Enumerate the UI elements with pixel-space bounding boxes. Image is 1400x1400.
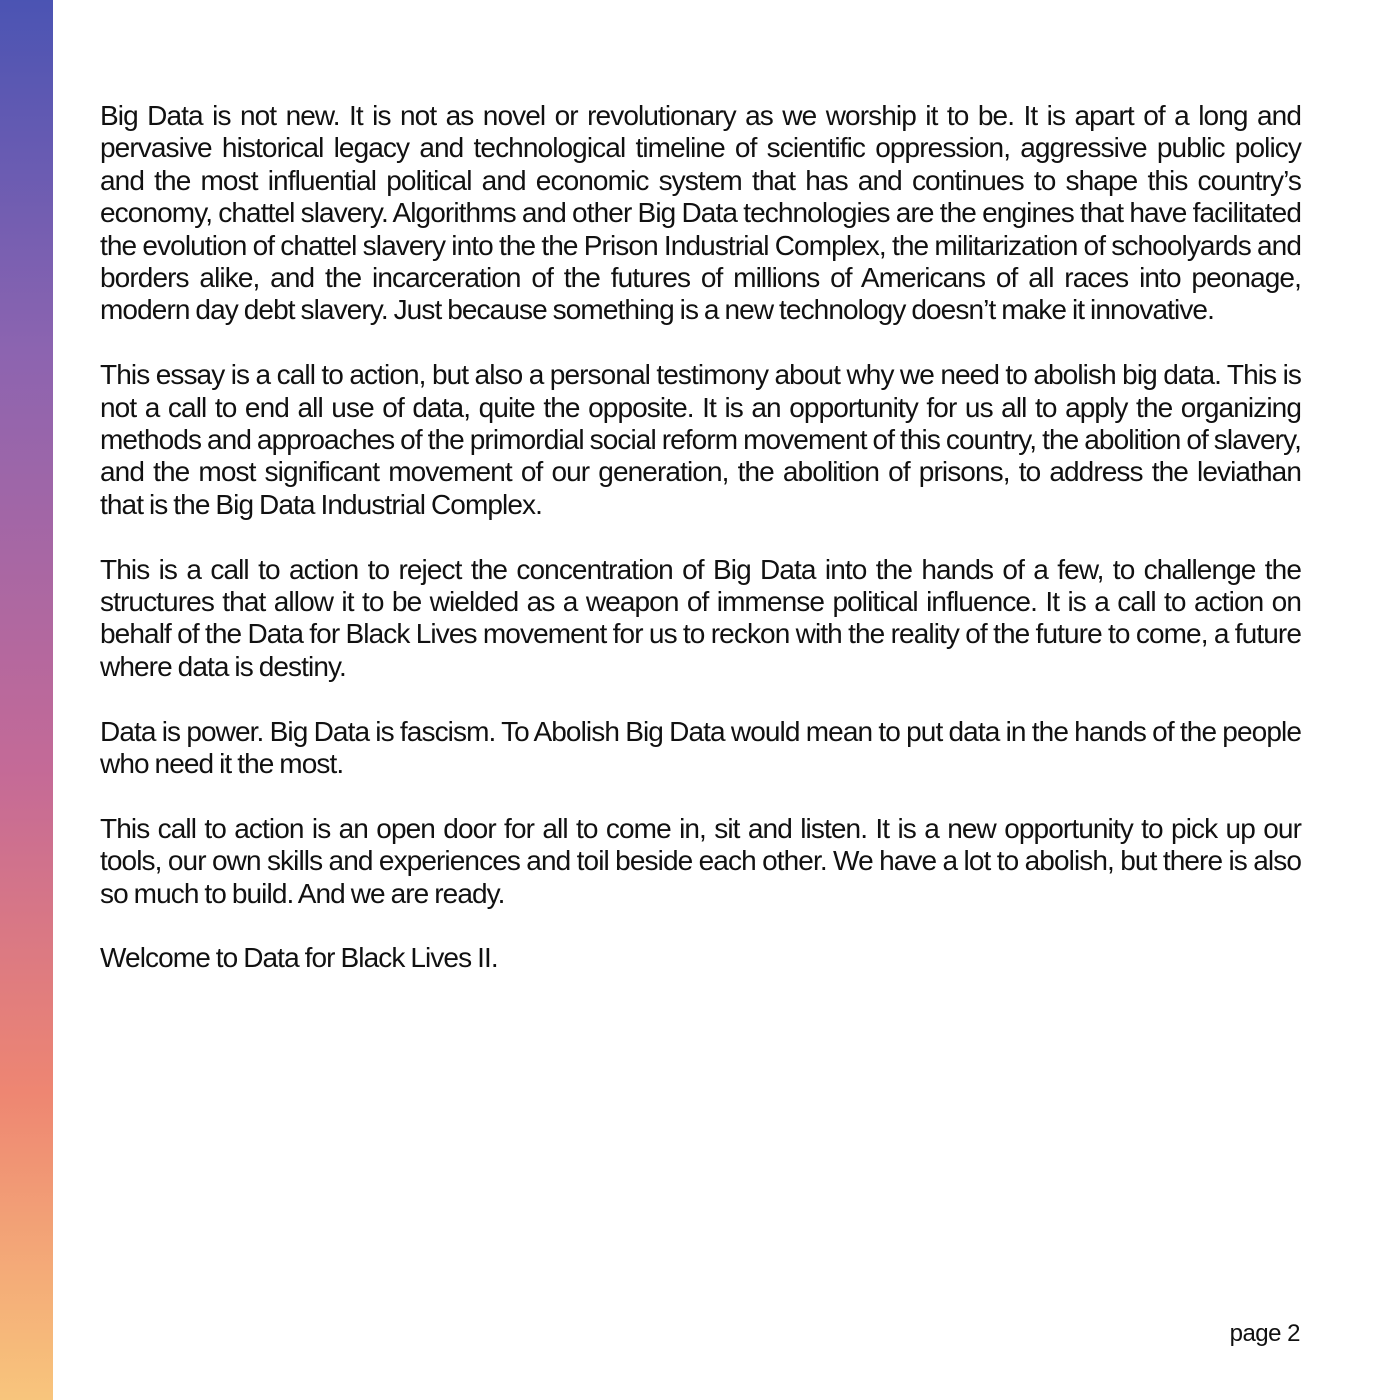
paragraph-3: This is a call to action to reject the concentration of Big Data into the hands of a few, to challenge the structures that allow it to be wielded as a weapon of immense political influence. It is a call to action on behalf of the Data for Black Lives movement for us to reckon with the reality of the future to come, a future where data is destiny. xyxy=(100,553,1301,682)
paragraph-4: Data is power. Big Data is fascism. To Abolish Big Data would mean to put data in the hands of the people who need it the most. xyxy=(100,715,1301,780)
paragraph-2: This essay is a call to action, but also a personal testimony about why we need to abolish big data. This is not a call to end all use of data, quite the opposite. It is an opportunity for us all to apply the organizing methods and approaches of the primordial social reform movement of this country, the abolition of slavery, and the most significant movement of our generation, the abolition of prisons, to address the leviathan that is the Big Data Industrial Complex. xyxy=(100,359,1301,520)
paragraph-6: Welcome to Data for Black Lives II. xyxy=(100,942,498,974)
page-number: page 2 xyxy=(1229,1320,1300,1347)
paragraph-5: This call to action is an open door for all to come in, sit and listen. It is a new opportunity to pick up our tools, our own skills and experiences and toil beside each other. We have a lot to abolish, but there is also so much to build. And we are ready. xyxy=(100,812,1301,909)
paragraph-1: Big Data is not new. It is not as novel or revolutionary as we worship it to be. It is apart of a long and pervasive historical legacy and technological timeline of scientific oppression, aggressive public policy and the most influential political and economic system that has and continues to shape this country’s economy, chattel slavery. Algorithms and other Big Data technologies are the engines that have facilitated the evolution of chattel slavery into the the Prison Industrial Complex, the militarization of schoolyards and borders alike, and the incarceration of the futures of millions of Americans of all races into peonage, modern day debt slavery. Just because something is a new technology doesn’t make it innovative. xyxy=(100,100,1301,326)
gradient-side-bar xyxy=(0,0,53,1400)
essay-body xyxy=(100,100,1301,1007)
